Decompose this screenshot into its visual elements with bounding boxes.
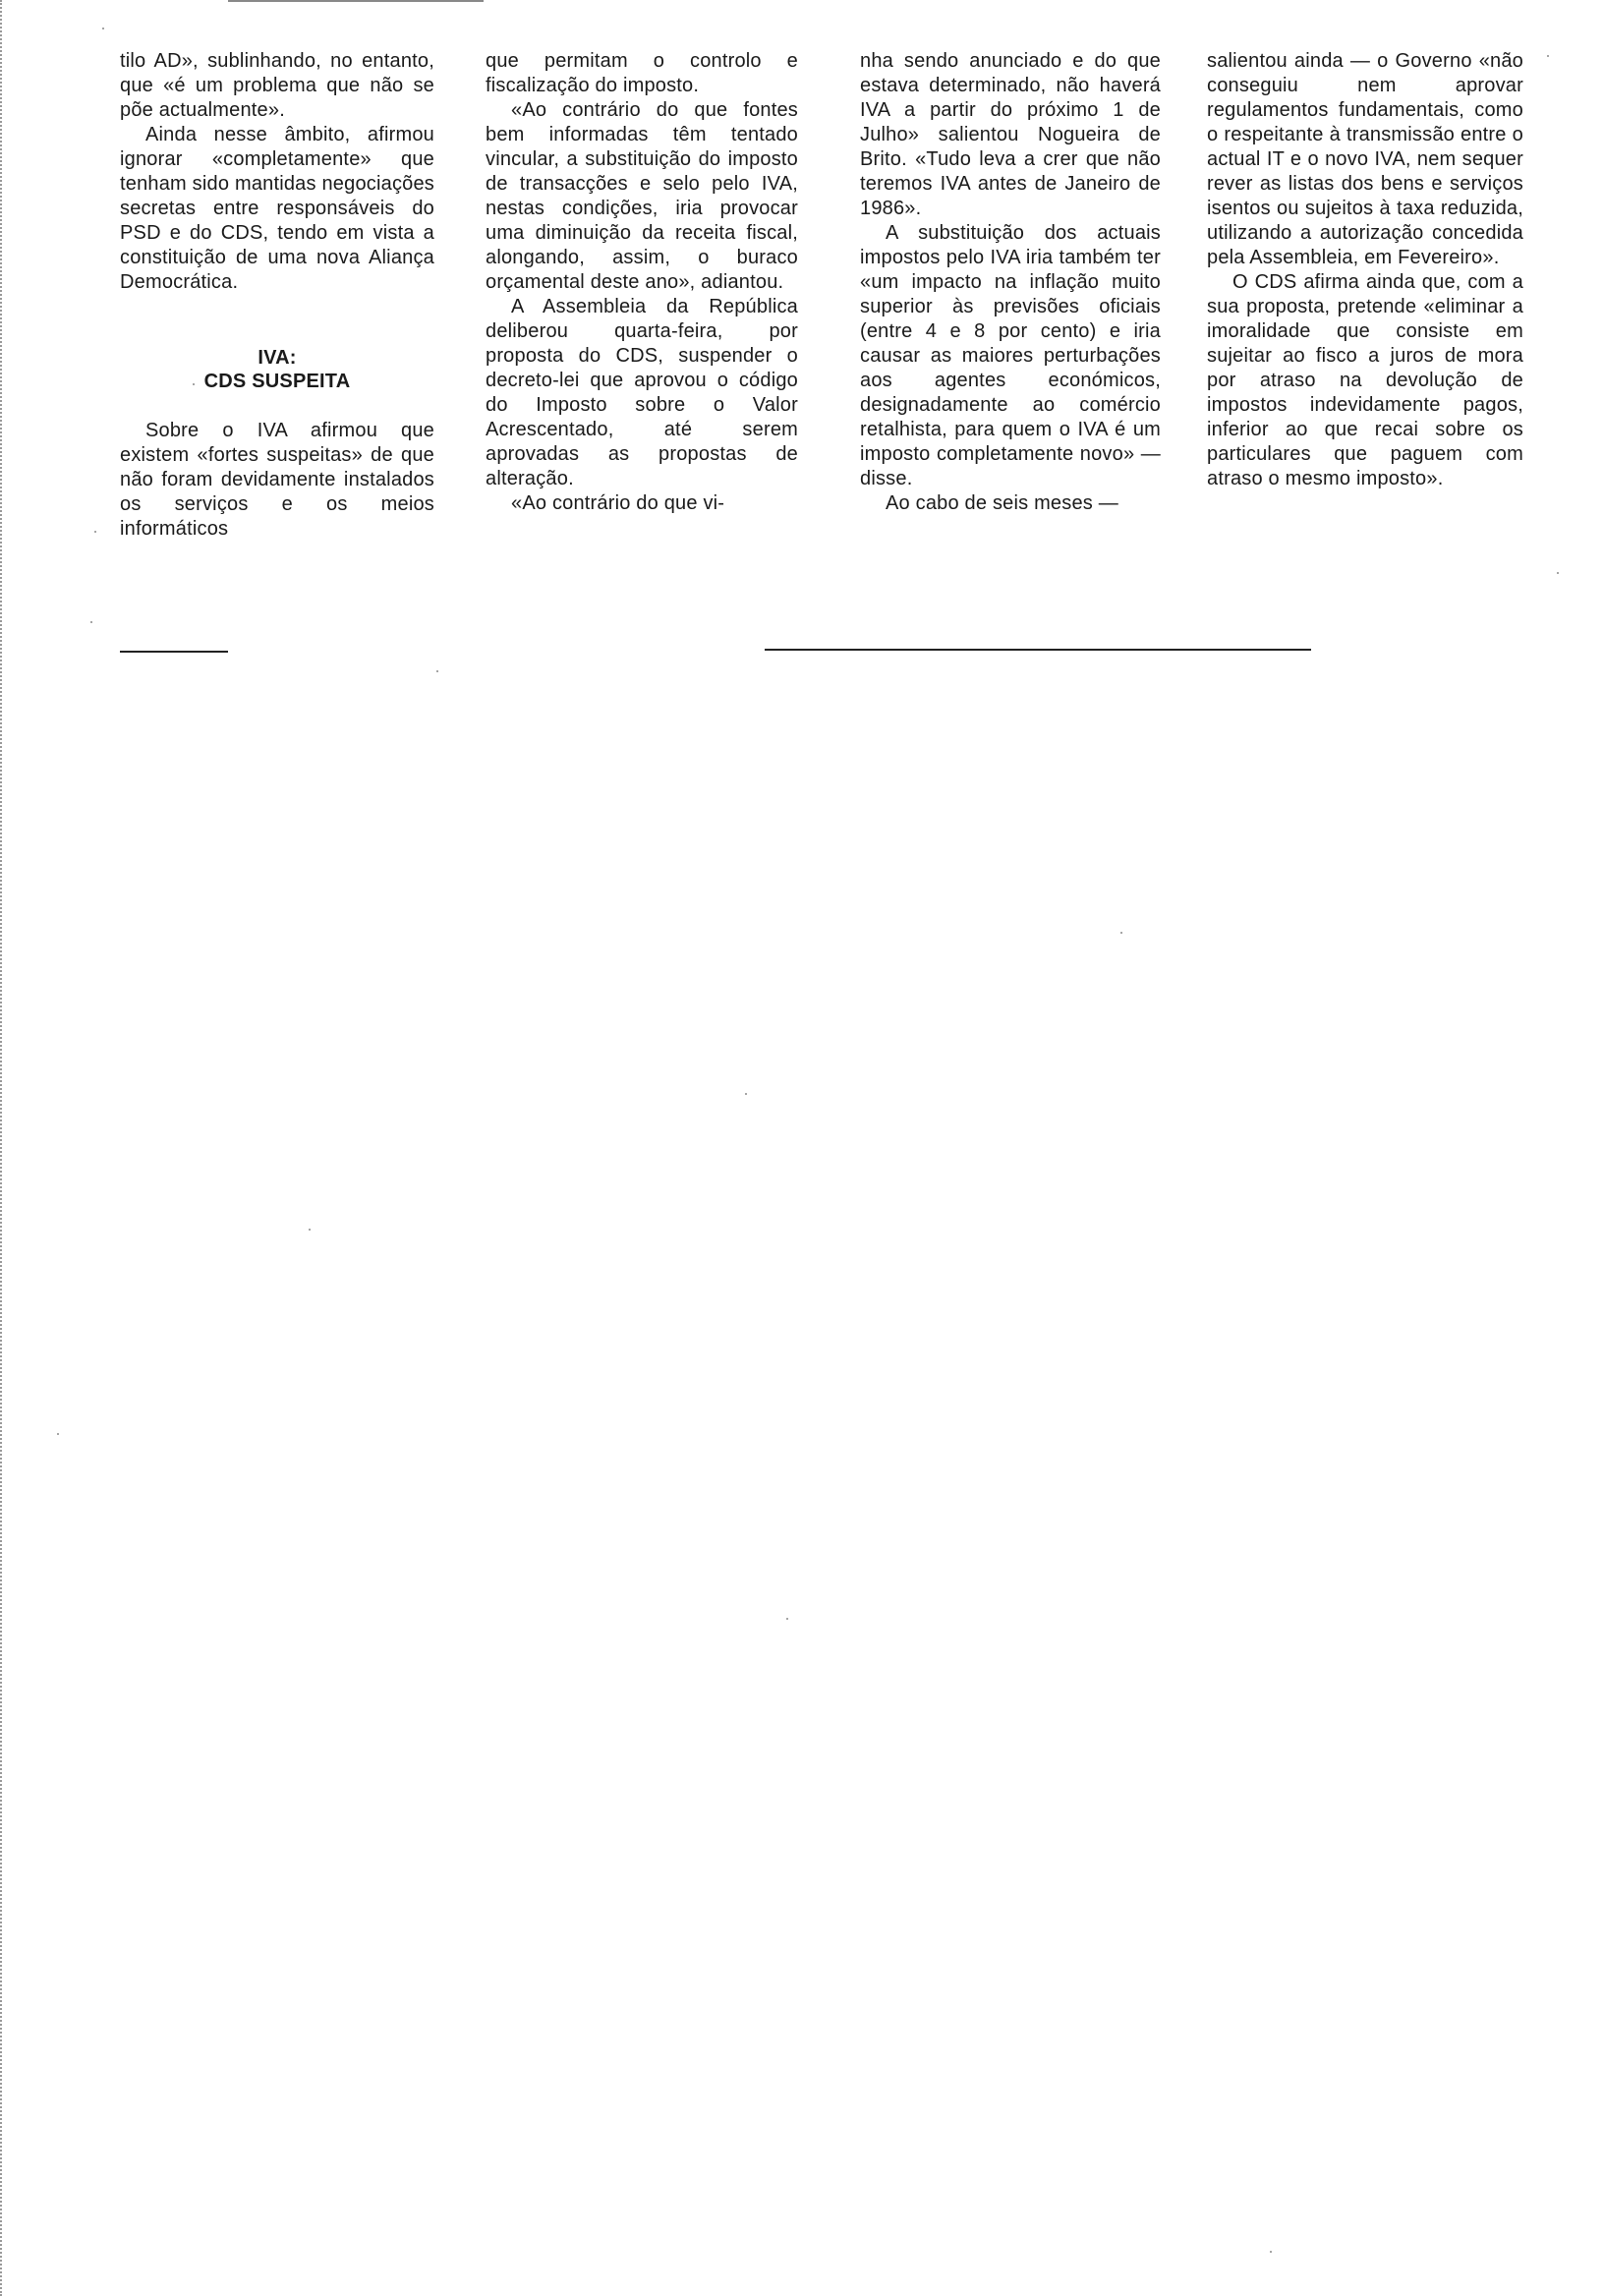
paragraph: A substituição dos actuais impostos pelo IVA iria também ter «um impacto na inflação muito superior às previsões oficiais (entre 4 e 8 por cento) e iria causar as maiores perturbações aos agentes económicos, designadamente ao comércio retalhista, para quem o IVA é um imposto completamente novo» — disse. (860, 222, 1161, 489)
scan-speck (193, 383, 195, 385)
article-column-2 (486, 49, 798, 516)
scan-speck (1547, 55, 1549, 57)
top-rule (228, 0, 484, 2)
scan-edge (0, 0, 5, 2296)
paragraph: A Assembleia da República deliberou quarta-feira, por proposta do CDS, suspender o decreto-lei que aprovou o código do Imposto sobre o Valor Acrescentado, até serem aprovadas as propostas de alteração. (486, 296, 798, 489)
article-column-4 (1207, 49, 1523, 491)
section-subheading (120, 346, 434, 393)
subheading-line-1: IVA: (258, 347, 297, 369)
paragraph: O CDS afirma ainda que, com a sua proposta, pretende «eliminar a imoralidade que consiste em sujeitar ao fisco a juros de mora por atraso na devolução de impostos indevidamente pagos, inferior ao que recai sobre os particulares que paguem com atraso o mesmo imposto». (1207, 271, 1523, 489)
paragraph: que permitam o controlo e fiscalização do imposto. (486, 50, 798, 96)
article-column-3 (860, 49, 1161, 516)
scan-speck (90, 621, 92, 623)
paragraph: nha sendo anunciado e do que estava determinado, não haverá IVA a partir do próximo 1 de Julho» salientou Nogueira de Brito. «Tudo leva a crer que não teremos IVA antes de Janeiro de 1986». (860, 50, 1161, 219)
scan-speck (309, 1229, 311, 1231)
paragraph: Ainda nesse âmbito, afirmou ignorar «completamente» que tenham sido mantidas negociações secretas entre responsáveis do PSD e do CDS, tendo em vista a constituição de uma nova Aliança Democrática. (120, 124, 434, 293)
paragraph: «Ao contrário do que vi- (511, 492, 725, 514)
paragraph: Ao cabo de seis meses — (886, 492, 1118, 514)
scan-speck (57, 1433, 59, 1435)
column-end-rule-left (120, 651, 228, 653)
scan-speck (94, 531, 96, 533)
paragraph: tilo AD», sublinhando, no entanto, que «é um problema que não se põe actualmente». (120, 50, 434, 121)
scan-speck (1270, 2251, 1272, 2253)
article-column-1 (120, 49, 434, 542)
scan-speck (745, 1093, 747, 1095)
subheading-line-2: CDS SUSPEITA (203, 371, 351, 392)
paragraph: Sobre o IVA afirmou que existem «fortes suspeitas» de que não foram devidamente instalados os serviços e os meios informáticos (120, 420, 434, 540)
paragraph: «Ao contrário do que fontes bem informadas têm tentado vincular, a substituição do imposto de transacções e selo pelo IVA, nestas condições, iria provocar uma diminuição da receita fiscal, alongando, assim, o buraco orçamental deste ano», adiantou. (486, 99, 798, 293)
scan-speck (1557, 572, 1559, 574)
scan-speck (102, 28, 104, 29)
paragraph: salientou ainda — o Governo «não conseguiu nem aprovar regulamentos fundamentais, como o respeitante à transmissão entre o actual IT e o novo IVA, nem sequer rever as listas dos bens e serviços isentos ou sujeitos à taxa reduzida, utilizando a autorização concedida pela Assembleia, em Fevereiro». (1207, 50, 1523, 268)
column-end-rule-right (765, 649, 1311, 651)
scan-speck (1120, 932, 1122, 934)
scan-speck (436, 670, 438, 672)
scan-speck (786, 1618, 788, 1620)
